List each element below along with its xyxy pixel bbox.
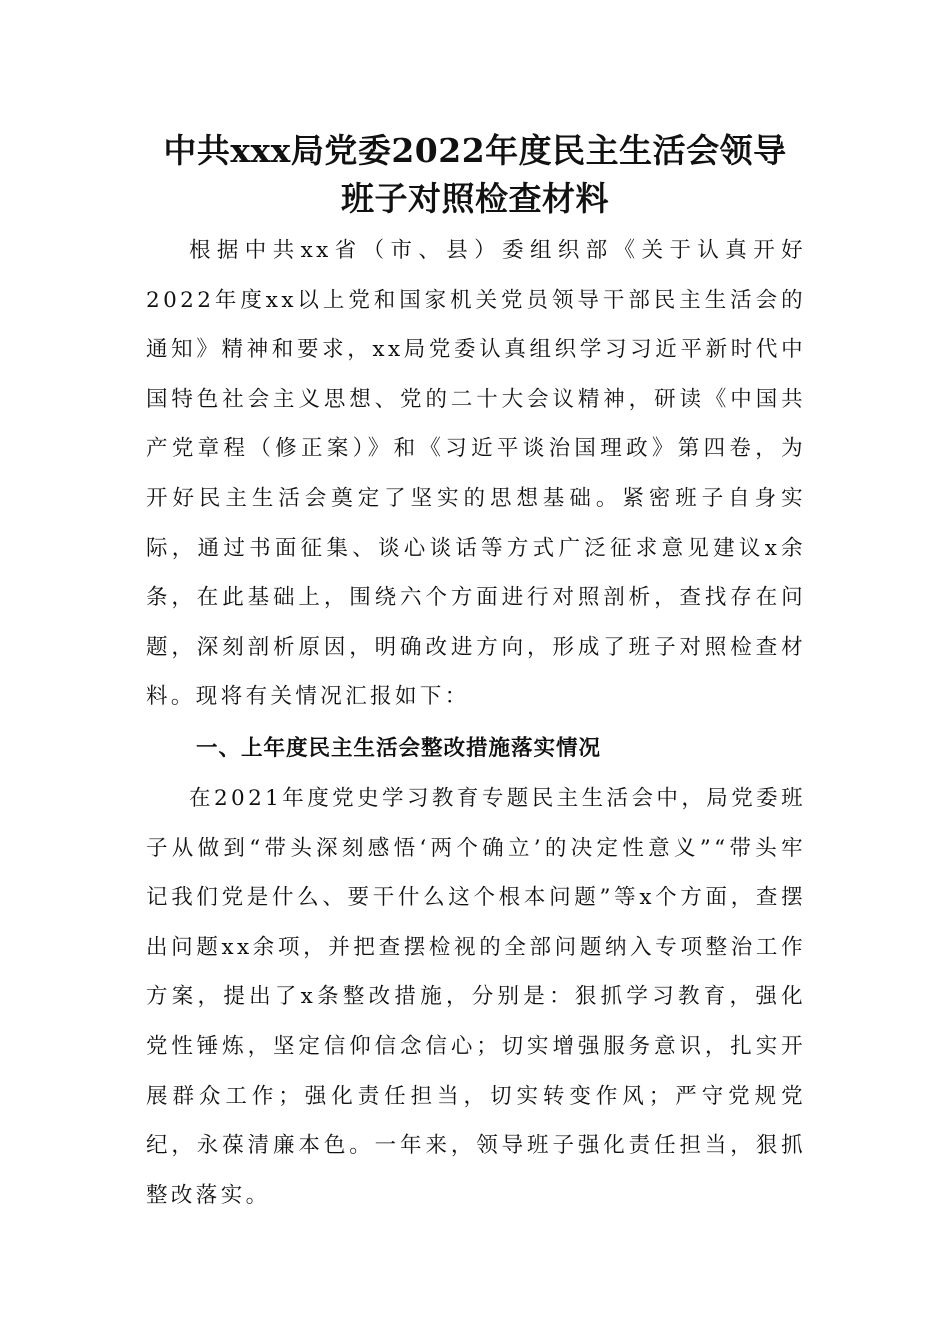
document-title-line-2: 班子对照检查材料 (341, 179, 609, 218)
body-paragraph-intro: 根据中共xx省（市、县）委组织部《关于认真开好2022年度xx以上党和国家机关党员领导干部民主生活会的通知》精神和要求，xx局党委认真组织学习习近平新时代中国特色社会主义思想、党的二十大会议精神，研读《中国共产党章程（修正案）》和《习近平谈治国理政》第四卷，为开好民主生活会奠定了坚实的思想基础。紧密班子自身实际，通过书面征集、谈心谈话等方式广泛征求意见建议x余条，在此基础上，围绕六个方面进行对照剖析，查找存在问题，深刻剖析原因，明确改进方向，形成了班子对照检查材料。现将有关情况汇报如下： (146, 238, 806, 710)
document-title-line-1: 中共xxx局党委2022年度民主生活会领导 (163, 131, 787, 170)
body-paragraph-section-1: 在2021年度党史学习教育专题民主生活会中，局党委班子从做到“带头深刻感悟‘两个确立’的决定性意义”“带头牢记我们党是什么、要干什么这个根本问题”等x个方面，查摆出问题xx余项，并把查摆检视的全部问题纳入专项整治工作方案，提出了x条整改措施，分别是：狠抓学习教育，强化党性锤炼，坚定信仰信念信心；切实增强服务意识，扎实开展群众工作；强化责任担当，切实转变作风；严守党规党纪，永葆清廉本色。一年来，领导班子强化责任担当，狠抓整改落实。 (146, 786, 806, 1208)
section-heading-1: 一、上年度民主生活会整改措施落实情况 (196, 736, 602, 761)
